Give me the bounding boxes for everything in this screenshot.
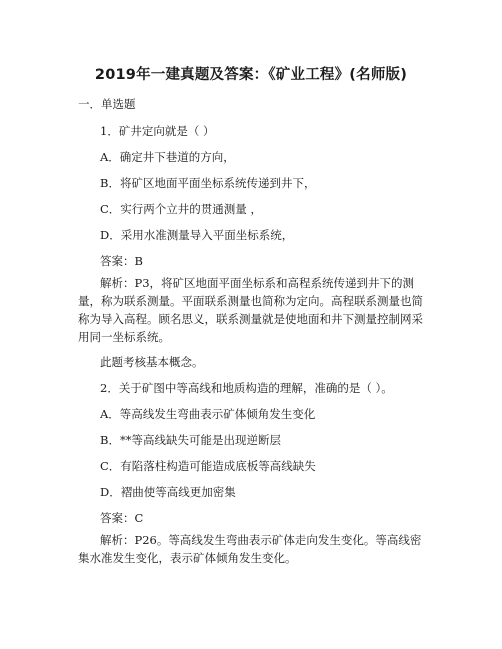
- question-1-option-b: B．将矿区地面平面坐标系统传递到井下，: [100, 176, 316, 190]
- question-1-answer: 答案：B: [100, 254, 143, 268]
- question-2-analysis: 解析：P26。等高线发生弯曲表示矿体走向发生变化。等高线密集水准发生变化，表示矿体倾角发生变化。: [78, 533, 422, 565]
- question-2-option-a: A．等高线发生弯曲表示矿体倾角发生变化: [100, 407, 316, 421]
- question-1-option-c: C．实行两个立井的贯通测量 ，: [100, 202, 262, 216]
- question-2-stem: 2．关于矿图中等高线和地质构造的理解，准确的是（ ）。: [100, 381, 393, 395]
- question-2-option-d: D．褶曲使等高线更加密集: [100, 485, 236, 499]
- question-2-option-b: B．**等高线缺失可能是出现逆断层: [100, 433, 281, 447]
- question-1-stem: 1．矿井定向就是（ ）: [100, 124, 215, 138]
- question-2-option-c: C．有陷落柱构造可能造成底板等高线缺失: [100, 459, 316, 473]
- question-2-answer: 答案：C: [100, 511, 144, 525]
- section-heading: 一．单选题: [78, 97, 136, 111]
- question-1-option-d: D．采用水准测量导入平面坐标系统，: [100, 228, 294, 242]
- question-1-analysis: 解析：P3，将矿区地面平面坐标系和高程系统传递到井下的测量，称为联系测量。平面联系测量也简称为定向。高程联系测量也简称为导入高程。顾名思义，联系测量就是使地面和井下测量控制网采用同一坐标系统。: [78, 276, 423, 344]
- page-title: 2019年一建真题及答案：《矿业工程》(名师版): [94, 67, 408, 83]
- question-1-option-a: A．确定井下巷道的方向，: [100, 150, 235, 164]
- question-1-note: 此题考核基本概念。: [100, 355, 204, 369]
